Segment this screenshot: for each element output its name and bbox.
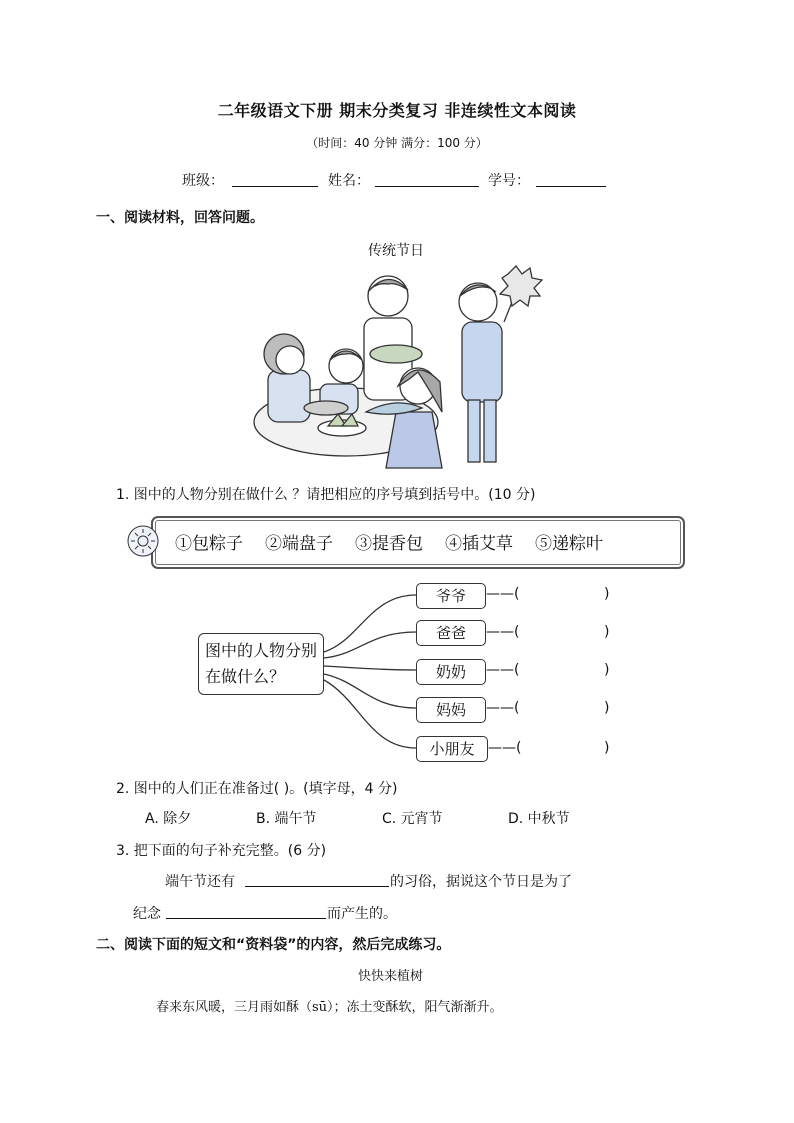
option-5: ⑤递粽叶 — [535, 534, 603, 554]
options-line — [175, 529, 603, 554]
option-2: ②端盘子 — [265, 534, 333, 554]
answer-paren-close-5: ) — [604, 740, 610, 756]
q3-line1-end: 的习俗，据说这个节日是为了 — [390, 874, 572, 890]
grandma-box: 奶奶 — [416, 659, 486, 685]
choice-d: D. 中秋节 — [508, 811, 570, 827]
question-2: 2. 图中的人们正在准备过( )。(填字母，4 分) — [116, 781, 398, 797]
mindmap-connectors — [320, 580, 420, 760]
id-blank[interactable] — [536, 172, 606, 187]
question-3: 3. 把下面的句子补充完整。(6 分) — [116, 843, 327, 859]
q3-blank-1[interactable] — [245, 872, 389, 887]
class-label: 班级： — [182, 173, 224, 189]
q3-line2-start: 纪念 — [133, 906, 161, 922]
answer-paren-close-4: ) — [604, 700, 610, 716]
mugwort-leaves — [500, 266, 542, 322]
choice-c: C. 元宵节 — [382, 811, 443, 827]
answer-paren-close-1: ) — [604, 586, 610, 602]
grandpa-figure — [459, 283, 502, 462]
q3-line2-end: 而产生的。 — [327, 906, 397, 922]
q3-blank-2[interactable] — [166, 904, 326, 919]
page-title: 二年级语文下册 期末分类复习 非连续性文本阅读 — [217, 101, 577, 120]
leaf-basket — [304, 401, 348, 415]
poem-line-1: 春来东风暖，三月雨如酥（sū）；冻土变酥软，阳气渐渐升。 — [156, 1000, 503, 1015]
mindmap-center: 图中的人物分别在做什么？ — [198, 633, 324, 695]
option-1: ①包粽子 — [175, 534, 243, 554]
grandpa-box: 爷爷 — [416, 583, 486, 609]
festival-illustration — [246, 262, 546, 474]
flower-icon — [126, 524, 160, 558]
name-label: 姓名： — [328, 173, 370, 189]
question-1: 1. 图中的人物分别在做什么 ？请把相应的序号填到括号中。(10 分) — [116, 487, 536, 503]
answer-paren-open-3: ——( — [486, 662, 520, 678]
child-box: 小朋友 — [416, 736, 488, 762]
answer-paren-open-4: ——( — [486, 700, 520, 716]
answer-paren-open-2: ——( — [486, 624, 520, 640]
answer-paren-open-1: ——( — [486, 586, 520, 602]
choice-b: B. 端午节 — [256, 811, 317, 827]
father-box: 爸爸 — [416, 620, 486, 646]
name-blank[interactable] — [375, 172, 479, 187]
mother-box: 妈妈 — [416, 697, 486, 723]
class-blank[interactable] — [232, 172, 318, 187]
q3-line1-start: 端午节还有 — [165, 874, 235, 890]
answer-paren-open-5: ——( — [488, 740, 522, 756]
picture-title: 传统节日 — [368, 243, 424, 259]
grandma-figure — [264, 334, 310, 422]
id-label: 学号： — [488, 173, 530, 189]
section-two-heading: 二、阅读下面的短文和“资料袋”的内容，然后完成练习。 — [96, 937, 451, 953]
option-3: ③提香包 — [355, 534, 423, 554]
poem-title: 快快来植树 — [358, 969, 424, 984]
answer-paren-close-3: ) — [604, 662, 610, 678]
exam-time-score: （时间：40 分钟 满分：100 分） — [306, 136, 488, 150]
option-4: ④插艾草 — [445, 534, 513, 554]
answer-paren-close-2: ) — [604, 624, 610, 640]
section-one-heading: 一、阅读材料，回答问题。 — [96, 210, 264, 226]
choice-a: A. 除夕 — [145, 811, 192, 827]
